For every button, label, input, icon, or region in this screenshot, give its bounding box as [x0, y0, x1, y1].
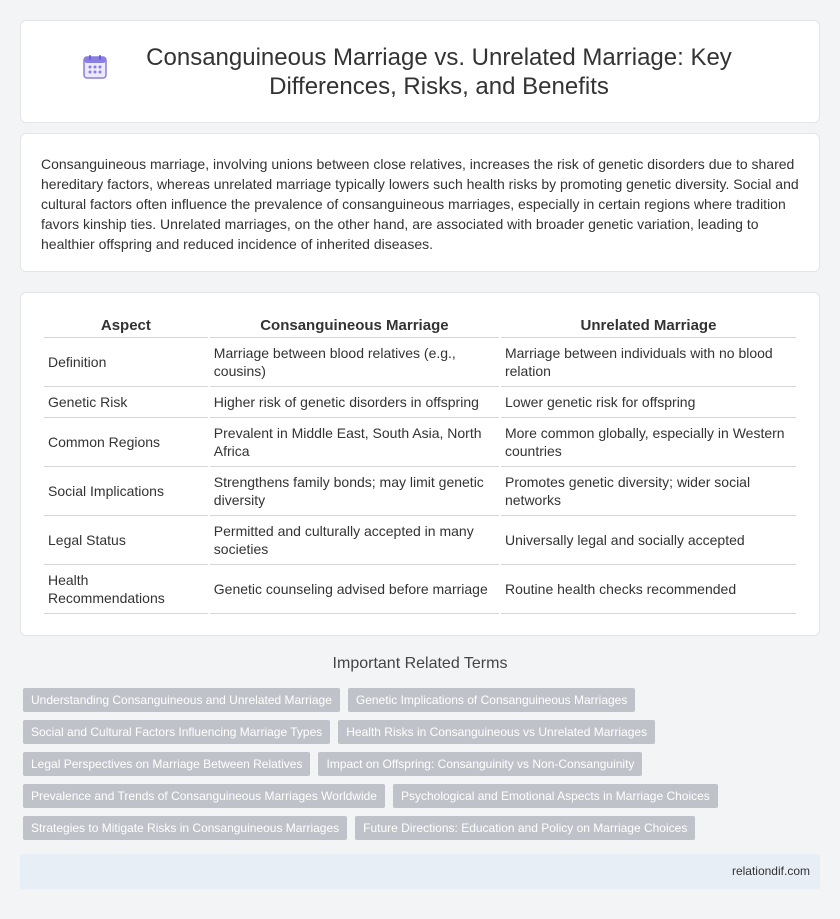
related-terms-title: Important Related Terms [332, 655, 508, 672]
row-unrelated: More common globally, especially in Western countries [501, 418, 796, 467]
related-tag-link[interactable]: Social and Cultural Factors Influencing Marriage Types [23, 720, 330, 744]
intro-text: Consanguineous marriage, involving unions between close relatives, increases the risk of genetic disorders due to shared hereditary factors, whereas unrelated marriage typically lowers such health risks by promoting genetic diversity. Social and cultural factors often influence the prevalence of consanguineous marriages, especially in certain regions where tradition favors kinship ties. Unrelated marriages, on the other hand, are associated with broader genetic variation, leading to healthier offspring and reduced incidence of inherited diseases. [41, 156, 799, 252]
row-unrelated: Routine health checks recommended [501, 565, 796, 614]
footer [20, 854, 820, 889]
table-row [44, 418, 796, 467]
row-aspect: Genetic Risk [44, 387, 208, 418]
related-tag-link[interactable]: Psychological and Emotional Aspects in Marriage Choices [393, 784, 718, 808]
row-aspect: Definition [44, 338, 208, 387]
table-row [44, 338, 796, 387]
footer-site-link[interactable]: relationdif.com [731, 864, 810, 878]
title-wrap [81, 43, 759, 101]
tag-row [23, 816, 823, 840]
tag-row [23, 688, 823, 712]
tag-row [23, 720, 823, 744]
related-tag-link[interactable]: Future Directions: Education and Policy on Marriage Choices [355, 816, 695, 840]
row-aspect: Social Implications [44, 467, 208, 516]
row-aspect: Legal Status [44, 516, 208, 565]
related-tag-link[interactable]: Understanding Consanguineous and Unrelated Marriage [23, 688, 340, 712]
related-tag-link[interactable]: Legal Perspectives on Marriage Between Relatives [23, 752, 310, 776]
row-unrelated: Universally legal and socially accepted [501, 516, 796, 565]
related-tag-link[interactable]: Genetic Implications of Consanguineous Marriages [348, 688, 635, 712]
comparison-table [42, 314, 798, 614]
row-consanguineous: Genetic counseling advised before marriage [210, 565, 499, 614]
row-consanguineous: Permitted and culturally accepted in many societies [210, 516, 499, 565]
related-tag-link[interactable]: Impact on Offspring: Consanguinity vs Non-Consanguinity [318, 752, 642, 776]
comparison-table-card [20, 292, 820, 636]
intro-card [20, 133, 820, 272]
table-row [44, 467, 796, 516]
row-aspect: Health Recommendations [44, 565, 208, 614]
related-tags [23, 688, 823, 848]
table-row [44, 516, 796, 565]
related-tag-link[interactable]: Prevalence and Trends of Consanguineous Marriages Worldwide [23, 784, 385, 808]
header-unrelated: Unrelated Marriage [501, 314, 796, 338]
row-unrelated: Lower genetic risk for offspring [501, 387, 796, 418]
page-title: Consanguineous Marriage vs. Unrelated Marriage: Key Differences, Risks, and Benefits [146, 43, 732, 100]
header-consanguineous: Consanguineous Marriage [210, 314, 499, 338]
title-card [20, 20, 820, 123]
row-aspect: Common Regions [44, 418, 208, 467]
row-consanguineous: Prevalent in Middle East, South Asia, North Africa [210, 418, 499, 467]
related-tag-link[interactable]: Strategies to Mitigate Risks in Consanguineous Marriages [23, 816, 347, 840]
tag-row [23, 752, 823, 776]
row-unrelated: Promotes genetic diversity; wider social networks [501, 467, 796, 516]
related-tag-link[interactable]: Health Risks in Consanguineous vs Unrelated Marriages [338, 720, 655, 744]
table-row [44, 387, 796, 418]
row-consanguineous: Marriage between blood relatives (e.g., cousins) [210, 338, 499, 387]
row-consanguineous: Strengthens family bonds; may limit genetic diversity [210, 467, 499, 516]
table-header-row [44, 314, 796, 338]
tag-row [23, 784, 823, 808]
table-row [44, 565, 796, 614]
row-unrelated: Marriage between individuals with no blood relation [501, 338, 796, 387]
calendar-icon [81, 53, 109, 81]
header-aspect: Aspect [44, 314, 208, 338]
row-consanguineous: Higher risk of genetic disorders in offspring [210, 387, 499, 418]
